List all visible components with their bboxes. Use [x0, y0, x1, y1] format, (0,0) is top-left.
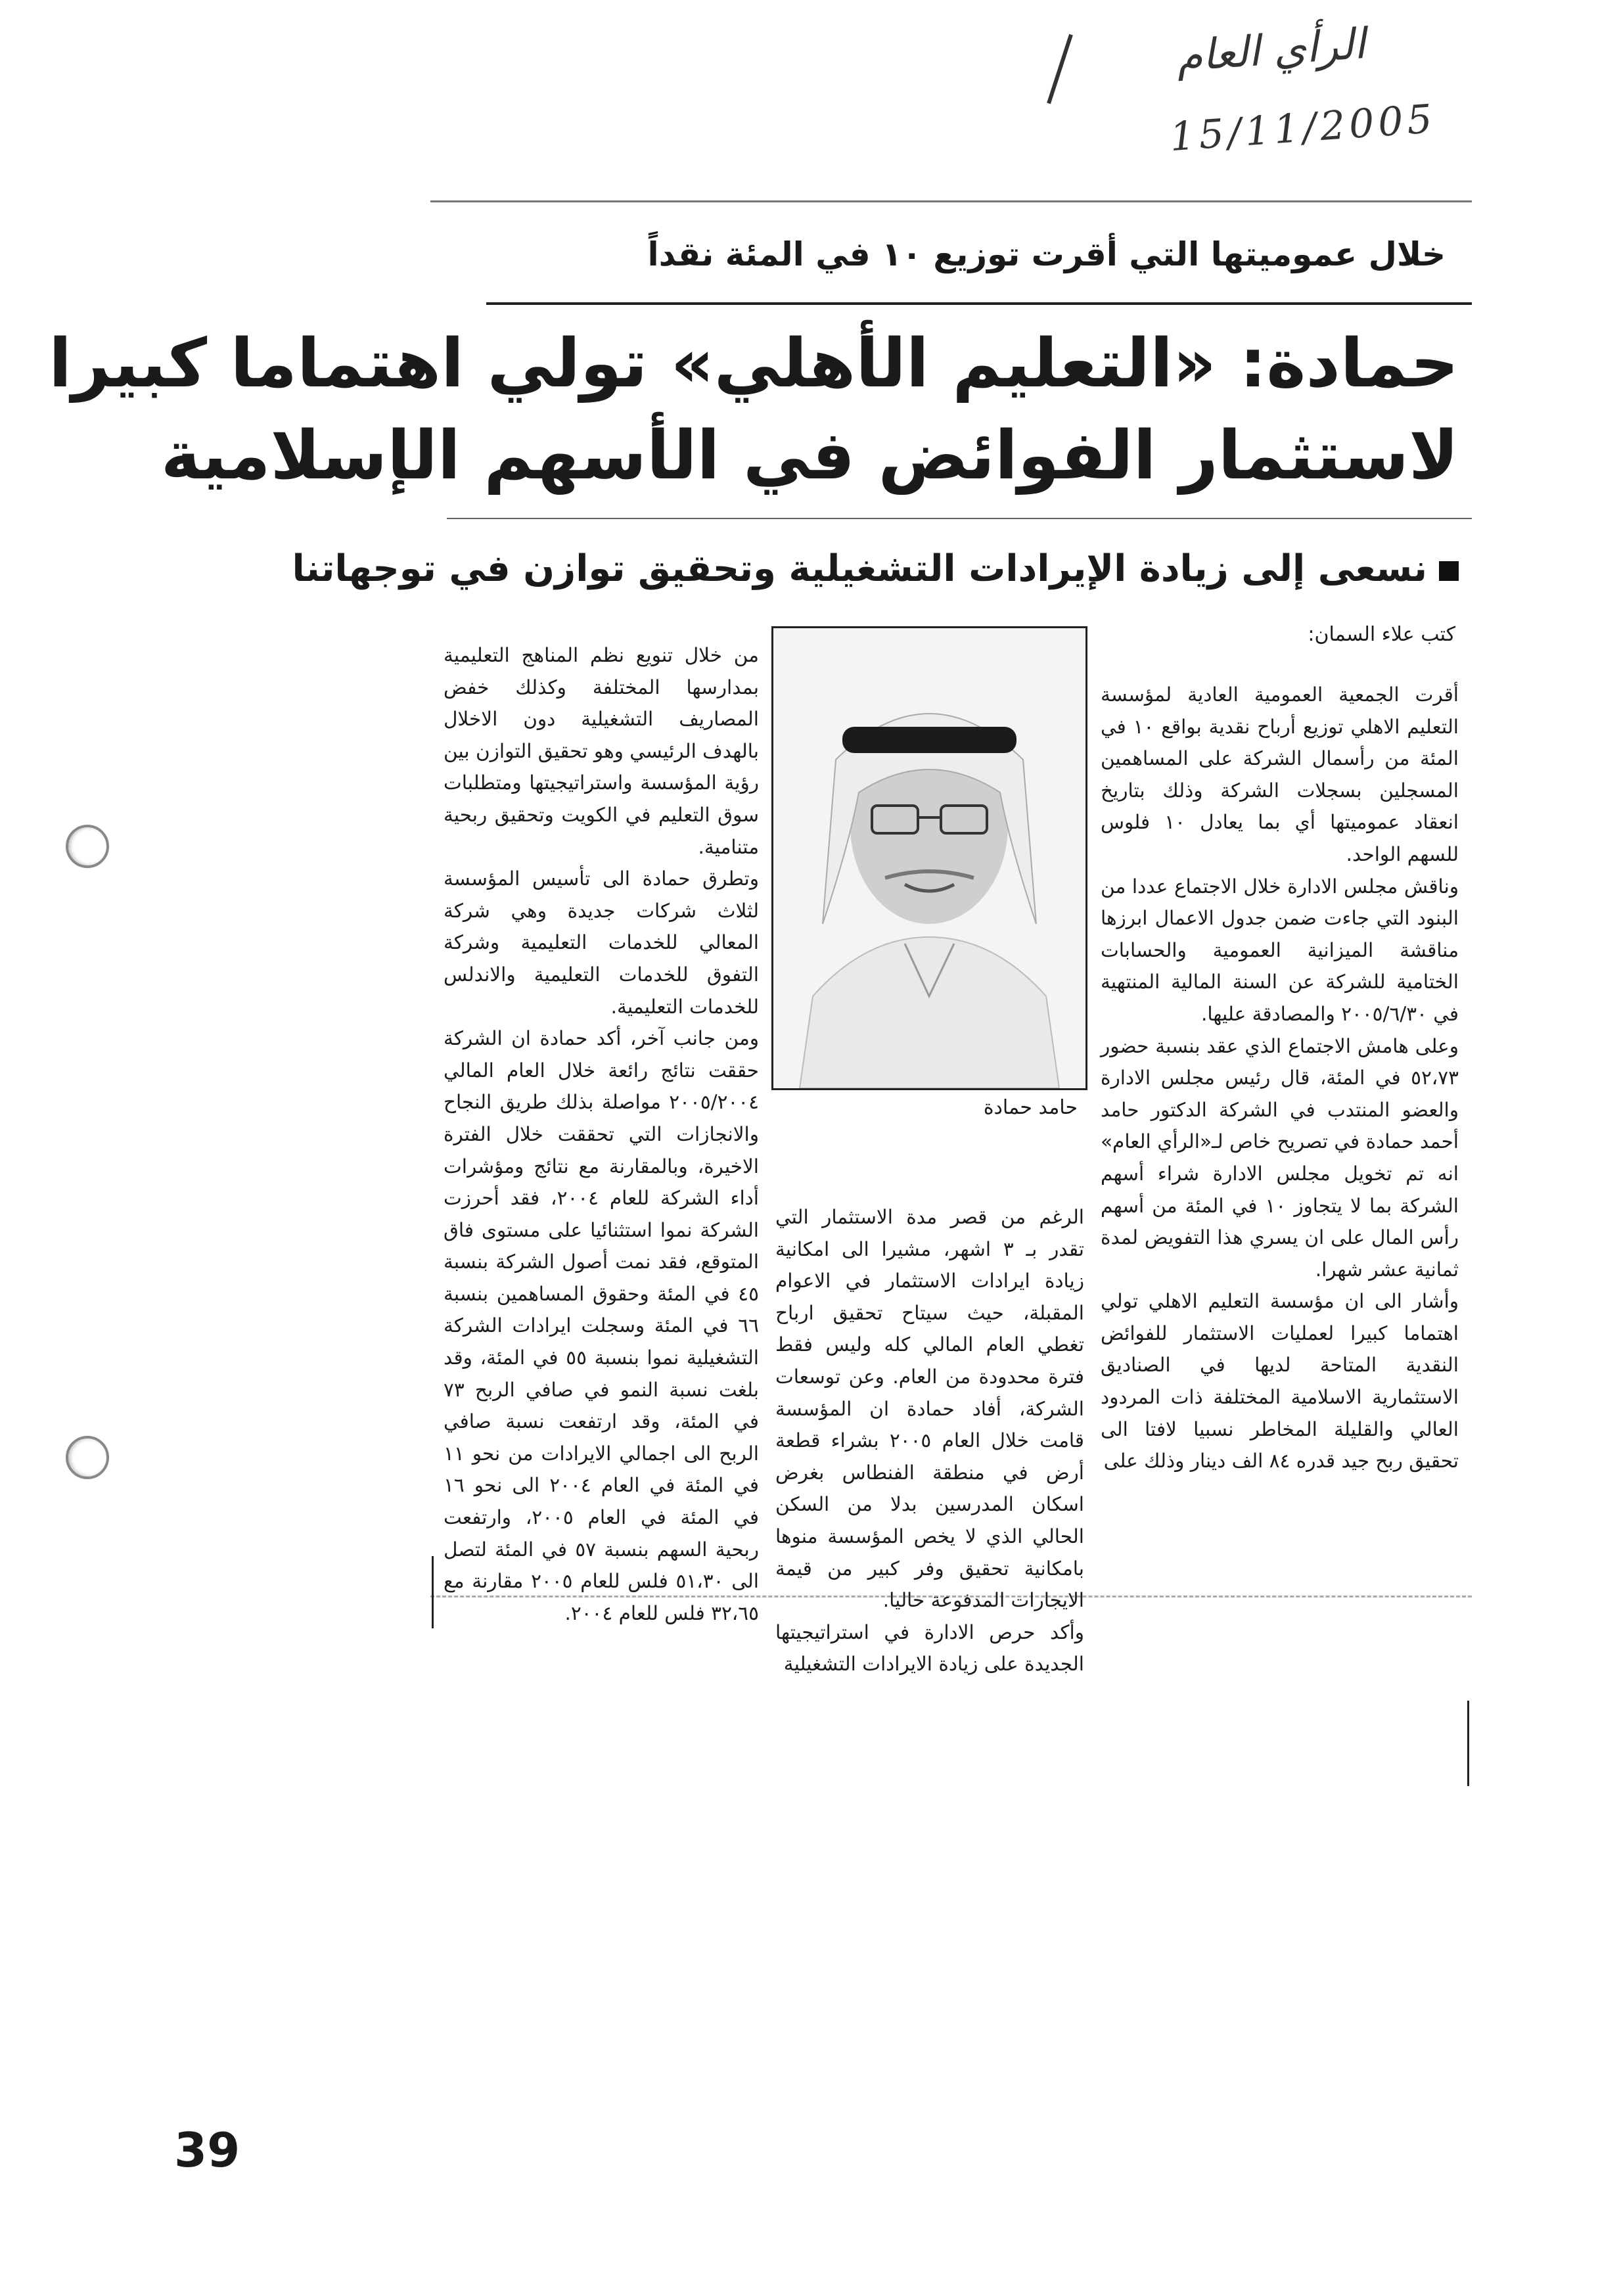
headline-line-2: لاستثمار الفوائض في الأسهم الإسلامية [160, 417, 1459, 495]
paragraph: الرغم من قصر مدة الاستثمار التي تقدر بـ ٣ اشهر، مشيرا الى امكانية زيادة ايرادات الاستثمار في الاعوام المقبلة، حيث سيتاح تحقيق ارباح تغطي العام المالي كله وليس فقط فترة محدودة من العام. وعن توسعات الشركة، أفاد حمادة ان المؤسسة قامت خلال العام ٢٠٠٥ بشراء قطعة أرض في منطقة الفنطاس بغرض اسكان المدرسين بدلا من السكن الحالي الذي لا يخص المؤسسة منوها بامكانية تحقيق وفر كبير من قيمة الايجارات المدفوعة حاليا. [775, 1206, 1084, 1612]
article-byline: كتب علاء السمان: [1308, 623, 1455, 646]
portrait-illustration [773, 628, 1085, 1088]
portrait-photo [771, 626, 1087, 1090]
paragraph: وناقش مجلس الادارة خلال الاجتماع عددا من البنود التي جاءت ضمن جدول الاعمال ابرزها مناقشة الميزانية العمومية والحسابات الختامية للشركة عن السنة المالية المنتهية في ٢٠٠٥/٦/٣٠ والمصادقة عليها. [1101, 875, 1459, 1025]
margin-mark [1467, 1701, 1469, 1786]
punch-hole-bottom [66, 1436, 109, 1479]
article-column-left [444, 639, 759, 1629]
paragraph: وأكد حرص الادارة في استراتيجيتها الجديدة على زيادة الايرادات التشغيلية [775, 1620, 1084, 1676]
paragraph: أقرت الجمعية العمومية العادية لمؤسسة التعليم الاهلي توزيع أرباح نقدية بواقع ١٠ في المئة من رأسمال الشركة على المساهمين المسجلين بسجلات الشركة وذلك بتاريخ انعقاد عموميتها أي بما يعادل ١٠ فلوس للسهم الواحد. [1101, 683, 1459, 865]
article-column-right [1101, 679, 1459, 1477]
article-subhead [292, 547, 1459, 590]
handwritten-date-note: 15/11/2005 [1168, 95, 1438, 161]
newspaper-clipping [49, 200, 1472, 1676]
punch-hole-top [66, 825, 109, 868]
article-kicker: خلال عموميتها التي أقرت توزيع ١٠ في المئة نقداً [647, 235, 1446, 273]
headline-line-1: حمادة: «التعليم الأهلي» تولي اهتماما كبيرا [49, 325, 1459, 403]
handwritten-source-note: الرأي العام [1174, 20, 1367, 81]
square-bullet-icon [1439, 561, 1459, 581]
paragraph: ومن جانب آخر، أكد حمادة ان الشركة حققت نتائج رائعة خلال العام المالي ٢٠٠٥/٢٠٠٤ مواصلة بذلك طريق النجاح والانجازات التي تحققت خلال الفترة الاخيرة، وبالمقارنة مع نتائج ومؤشرات أداء الشركة للعام ٢٠٠٤، فقد أحرزت الشركة نموا استثنائيا على مستوى فاق المتوقع، فقد نمت أصول الشركة بنسبة ٤٥ في المئة وحقوق المساهمين بنسبة ٦٦ في المئة وسجلت ايرادات الشركة التشغيلية نموا بنسبة ٥٥ في المئة، وقد بلغت نسبة النمو في صافي الربح ٧٣ في المئة، وقد ارتفعت نسبة صافي الربح الى اجمالي الايرادات من نحو ١١ في المئة في العام ٢٠٠٤ الى نحو ١٦ في المئة في العام ٢٠٠٥، وارتفعت ربحية السهم بنسبة ٥٧ في المئة لتصل الى ٥١،٣٠ فلس للعام ٢٠٠٥ مقارنة مع ٣٢،٦٥ فلس للعام ٢٠٠٤. [444, 1027, 760, 1624]
article-column-middle [775, 1201, 1084, 1680]
subhead-text: نسعى إلى زيادة الإيرادات التشغيلية وتحقيق توازن في توجهاتنا [292, 547, 1427, 590]
page-number: 39 [174, 2123, 240, 2178]
headline-rule [447, 518, 1472, 519]
photo-caption: حامد حمادة [983, 1096, 1078, 1119]
handwritten-slash-mark [1047, 34, 1073, 104]
paragraph: وأشار الى ان مؤسسة التعليم الاهلي تولي اهتماما كبيرا لعمليات الاستثمار للفوائض النقدية المتاحة لديها في الصناديق الاستثمارية الاسلامية المختلفة ذات المردود العالي والقليلة المخاطر نسبيا لافتا الى تحقيق ربح جيد قدره ٨٤ الف دينار وذلك على [1101, 1290, 1459, 1473]
paragraph: وعلى هامش الاجتماع الذي عقد بنسبة حضور ٥٢،٧٣ في المئة، قال رئيس مجلس الادارة والعضو المنتدب في الشركة الدكتور حامد أحمد حمادة في تصريح خاص لـ«الرأي العام» انه تم تخويل مجلس الادارة شراء أسهم الشركة بما لا يتجاوز ١٠ في المئة من أسهم رأس المال على ان يسري هذا التفويض لمدة ثمانية عشر شهرا. [1101, 1034, 1459, 1281]
margin-mark [432, 1556, 434, 1628]
paragraph: وتطرق حمادة الى تأسيس المؤسسة لثلاث شركات جديدة وهي شركة المعالي للخدمات التعليمية وشركة التفوق للخدمات التعليمية والاندلس للخدمات التعليمية. [444, 867, 759, 1018]
paragraph: من خلال تنويع نظم المناهج التعليمية بمدارسها المختلفة وكذلك خفض المصاريف التشغيلية دون الاخلال بالهدف الرئيسي وهو تحقيق التوازن بين رؤية المؤسسة واستراتيجيتها ومتطلبات سوق التعليم في الكويت وتحقيق ربحية متنامية. [444, 644, 759, 858]
kicker-rule [486, 302, 1472, 305]
